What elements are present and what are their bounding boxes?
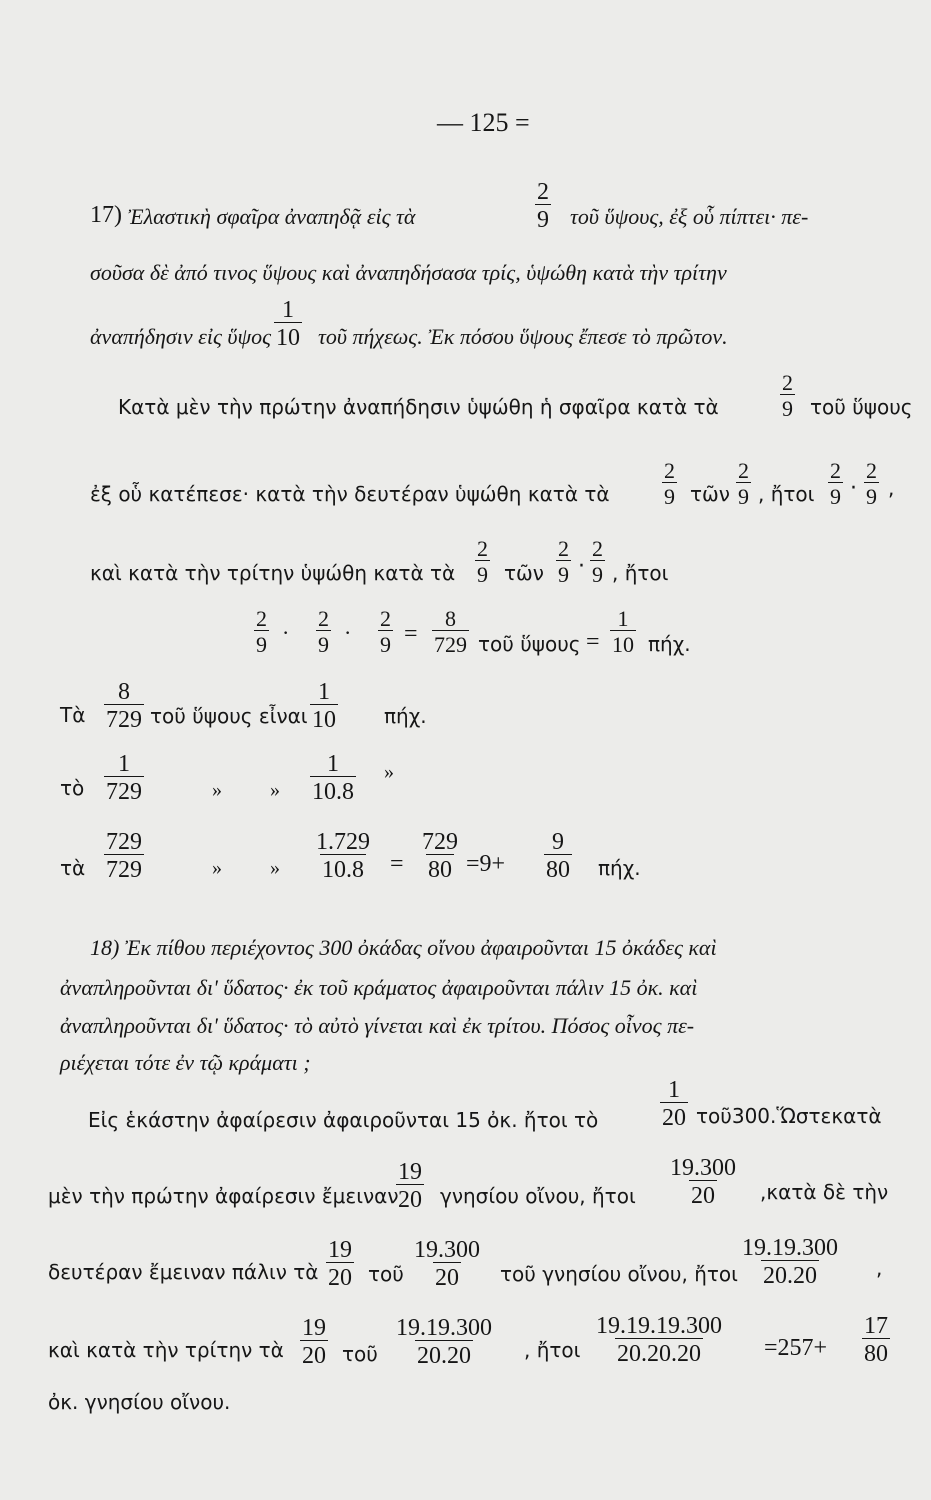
equation-unit: πήχ. [648,632,691,656]
problem-17-number: 17) [90,202,122,228]
row1-label: Τὰ [60,703,86,727]
equation-fraction-2: 2 9 [318,606,329,657]
row1-text: τοῦ ὕψους εἶναι [150,704,308,728]
solution-18-line4: καὶ κατὰ τὴν τρίτην τὰ [48,1338,284,1362]
row3-unit: πήχ. [598,856,641,880]
solution-18-line3-fraction-19300-20: 19.300 20 [414,1237,480,1291]
equation-tou-ypsous: τοῦ ὕψους [478,632,581,656]
solution-18-line3-fraction-19-20: 19 20 [328,1237,352,1291]
solution-17-line2: ἐξ οὗ κατέπεσε· κατὰ τὴν δευτέραν ὑψώθη κατὰ τὰ [90,482,610,506]
solution-18-line3: δευτέραν ἔμειναν πάλιν τὰ [48,1260,319,1284]
solution-18-line1-fraction: 1 20 [662,1077,686,1131]
solution-17-line3-fraction-3: 2 9 [592,536,603,587]
solution-17-line2-fraction-3: 2 9 [830,458,841,509]
solution-18-line3-mid: τοῦ γνησίου οἴνου, ἤτοι [500,1262,738,1286]
equation-fraction-1: 2 9 [256,606,267,657]
row3-fraction-729-80: 729 80 [422,829,458,883]
solution-18-line4-fraction-17-80: 17 80 [864,1313,888,1367]
solution-18-line4-fraction-19-20: 19 20 [302,1315,326,1369]
equation-fraction-1-10: 1 10 [612,606,634,657]
problem-17-line2: σοῦσα δὲ ἀπό τινος ὕψους καὶ ἀναπηδήσασα τρίς, ὑψώθη κατὰ τὴν τρίτην [90,260,727,285]
solution-17-line3-fraction-1: 2 9 [477,536,488,587]
problem-18-line1: 18) Ἐκ πίθου περιέχοντος 300 ὀκάδας οἴνου ἀφαιροῦνται 15 ὀκάδες καὶ [90,935,717,960]
row3-fraction-9-80: 9 80 [546,829,570,883]
problem-18-line4: ριέχεται τότε ἐν τῷ κράματι ; [60,1050,311,1075]
solution-18-line4-tou: τοῦ [342,1342,378,1366]
row2-fraction-1-729: 1 729 [106,751,142,805]
solution-17-line2-fraction-4: 2 9 [866,458,877,509]
row3-equals-9-plus: =9+ [466,851,506,877]
problem-18-line3: ἀναπληροῦνται δι' ὕδατος· τὸ αὐτὸ γίνεται καὶ ἐκ τρίτου. Πόσος οἶνος πε- [60,1013,695,1038]
solution-18-line5: ὀκ. γνησίου οἴνου. [48,1390,231,1414]
solution-17-line1-end: τοῦ ὕψους [810,395,913,419]
solution-17-line2-fraction-2: 2 9 [738,458,749,509]
row3-fraction-1729-108: 1.729 10.8 [316,829,370,883]
row1-unit: πήχ. [384,704,427,728]
equation-equals-1: = [404,621,418,647]
problem-17-fraction-2-9: 2 9 [537,179,549,233]
solution-17-line3-ton: τῶν [504,561,544,585]
row2-fraction-1-10-8: 1 10.8 [312,751,354,805]
problem-17-line3-a: ἀναπήδησιν εἰς ὕψος [90,324,272,349]
equation-fraction-8-729: 8 729 [434,606,467,657]
row3-ditto-2: » [270,857,280,879]
solution-17-line1-fraction: 2 9 [782,370,793,421]
solution-17-line2-dot: · [850,476,857,501]
solution-17-line3-fraction-2: 2 9 [558,536,569,587]
solution-18-line3-fraction-1919300-2020: 19.19.300 20.20 [742,1235,838,1289]
solution-18-line2-fraction-19-20: 19 20 [398,1159,422,1213]
solution-18-line1-end: τοῦ300.Ὥστεκατὰ [696,1104,882,1128]
solution-17-line3: καὶ κατὰ τὴν τρίτην ὑψώθη κατὰ τὰ [90,561,456,585]
solution-17-line2-fraction-1: 2 9 [664,458,675,509]
solution-18-line2-end: ,κατὰ δὲ τὴν [760,1180,889,1204]
problem-17-fraction-1-10: 1 10 [276,297,300,351]
solution-18-line4-fraction-1919300-2020: 19.19.300 20.20 [396,1315,492,1369]
equation-dot-1: · [282,620,290,645]
equation-fraction-3: 2 9 [380,606,391,657]
equation-dot-2: · [344,620,352,645]
row1-fraction-8-729: 8 729 [106,679,142,733]
row2-ditto-1: » [212,779,222,801]
solution-18-line4-result: =257+ [764,1335,828,1361]
row3-equals-1: = [390,851,404,877]
solution-17-line3-itoi: , ἤτοι [612,561,669,585]
solution-17-line2-comma: , [888,476,895,500]
row3-label: τὰ [60,856,86,880]
problem-17-line3-b: τοῦ πήχεως. Ἐκ πόσου ὕψους ἔπεσε τὸ πρῶτον. [318,324,728,349]
solution-18-line4-fraction-191919300-202020: 19.19.19.300 20.20.20 [596,1313,722,1367]
solution-18-line2: μὲν τὴν πρώτην ἀφαίρεσιν ἔμειναν [48,1184,399,1208]
row3-ditto-1: » [212,857,222,879]
row2-ditto-2: » [270,779,280,801]
solution-18-line3-tou: τοῦ [368,1262,404,1286]
problem-18-line2: ἀναπληροῦνται δι' ὕδατος· ἐκ τοῦ κράματος ἀφαιροῦνται πάλιν 15 ὀκ. καὶ [60,975,698,1000]
page-number: — 125 = [437,108,530,137]
row2-ditto-3: » [384,761,394,783]
solution-18-line4-itoi: , ἤτοι [524,1338,581,1362]
row2-label: τὸ [60,776,85,800]
solution-18-line2-mid: γνησίου οἴνου, ἤτοι [440,1184,636,1208]
solution-18-line1: Εἰς ἑκάστην ἀφαίρεσιν ἀφαιροῦνται 15 ὀκ. ἤτοι τὸ [88,1108,599,1132]
solution-17-line2-ton: τῶν [690,482,730,506]
problem-17-line1-a: Ἐλαστικὴ σφαῖρα ἀναπηδᾷ εἰς τὰ [128,204,416,229]
problem-17-line1-b: τοῦ ὕψους, ἐξ οὗ πίπτει· πε- [570,204,809,229]
solution-18-line2-fraction-19300-20: 19.300 20 [670,1155,736,1209]
solution-17-line3-dot: · [578,554,585,579]
row3-fraction-729-729: 729 729 [106,829,142,883]
solution-18-line3-comma: , [876,1256,883,1280]
equation-equals-2: = [586,629,600,655]
row1-fraction-1-10: 1 10 [312,679,336,733]
solution-17-line1: Κατὰ μὲν τὴν πρώτην ἀναπήδησιν ὑψώθη ἡ σφαῖρα κατὰ τὰ [118,395,719,419]
solution-17-line2-itoi: , ἤτοι [758,482,815,506]
